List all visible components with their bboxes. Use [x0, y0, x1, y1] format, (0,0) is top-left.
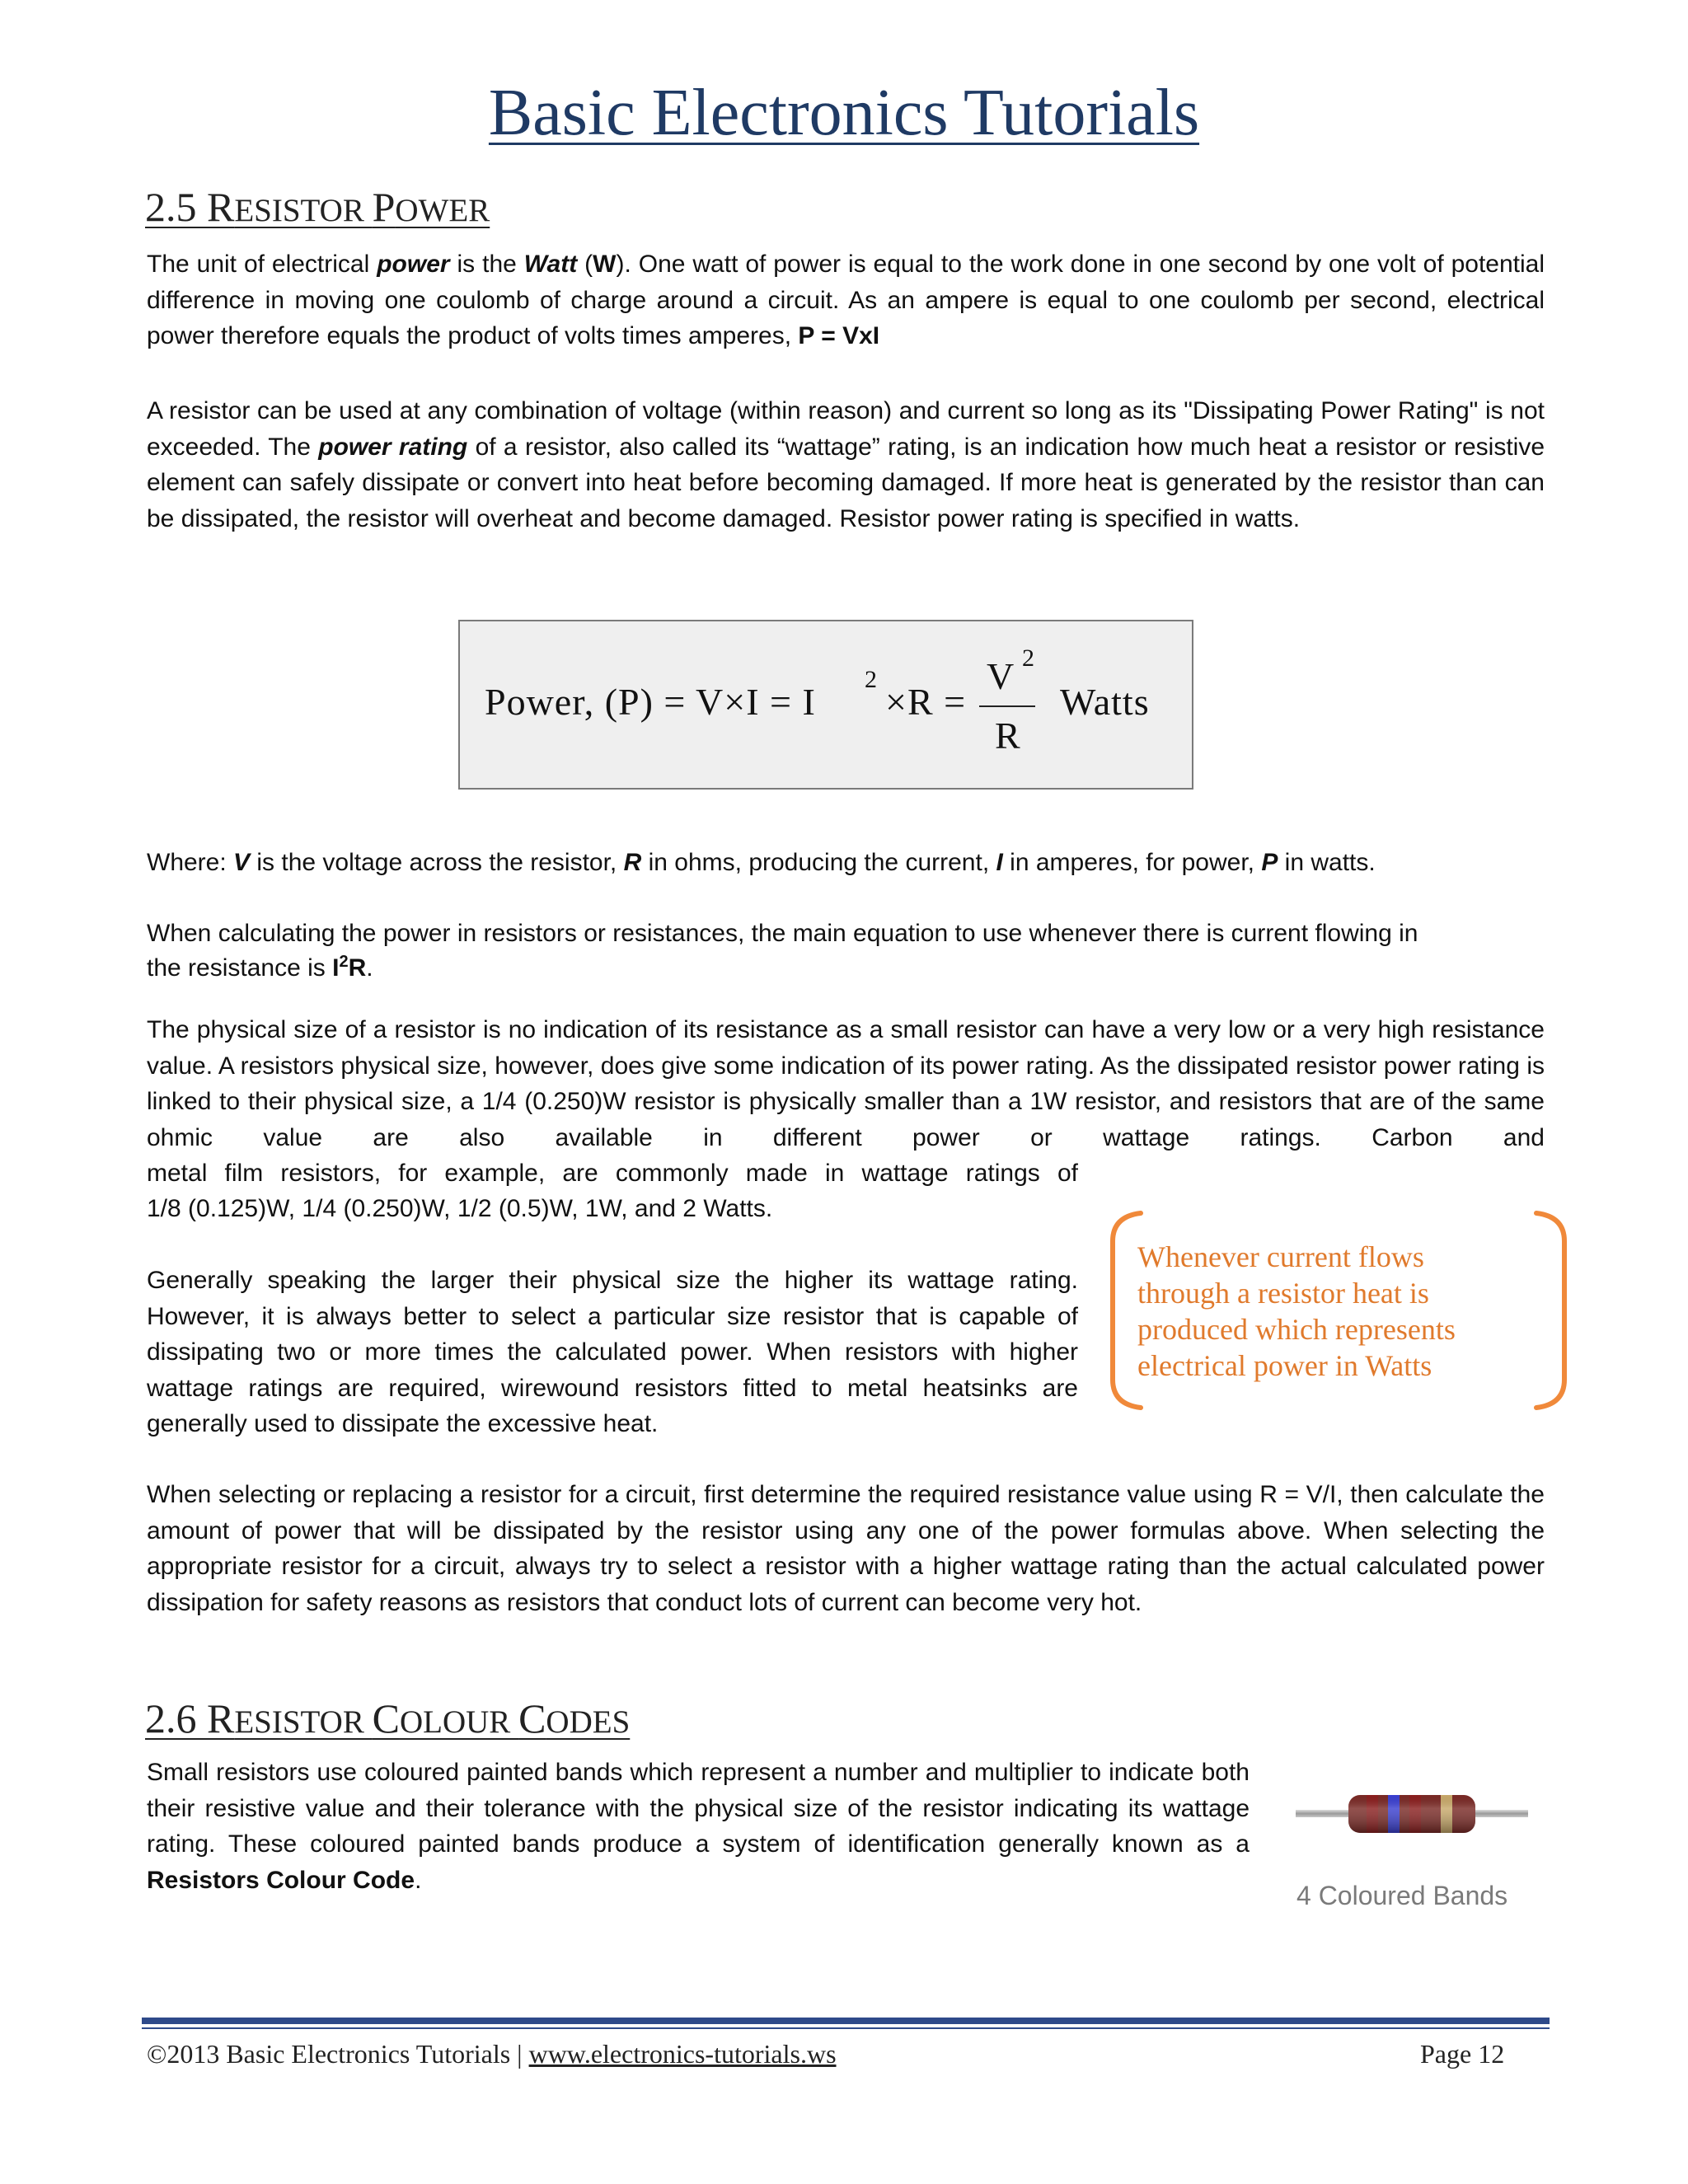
paragraph-colour-code	[147, 1755, 1250, 1898]
pullquote-text: Whenever current flows through a resistor heat is produced which represents electrical power in Watts	[1137, 1240, 1456, 1382]
bold-italic-term: V	[233, 849, 251, 876]
section-heading-resistor-power: 2.5 RESISTOR POWER	[145, 184, 490, 230]
bold-italic-term: R	[623, 849, 642, 876]
formula-denominator: R	[995, 715, 1021, 757]
heading-segment: R	[207, 1695, 235, 1741]
bold-italic-term: I	[996, 849, 1003, 876]
bold-italic-term: power rating	[318, 433, 468, 461]
text-run: .	[366, 954, 373, 982]
heading-segment: ESISTOR	[234, 1704, 373, 1740]
text-run: .	[415, 1866, 422, 1894]
paragraph-physical-size: The physical size of a resistor is no indication of its resistance as a small resistor can have a very low or a very high resistance value. A resistors physical size, however, does give some indication of its power rating. As the dissipated resistor power rating is linked to their physical size, a 1/4 (0.250)W resistor is physically smaller than a 1W resistor, and resistors that are of the same ohmic value are also available in different power or wattage ratings. Carbon and	[147, 1016, 1545, 1151]
paragraph-i2r-line2	[147, 944, 373, 987]
bold-term: Resistors Colour Code	[147, 1866, 415, 1894]
paragraph-physical-size-line5: metal film resistors, for example, are commonly made in wattage ratings of	[147, 1160, 1078, 1187]
footer-left	[147, 2039, 837, 2069]
heading-segment: C	[372, 1695, 400, 1741]
footer-separator: |	[517, 2039, 523, 2069]
heading-segment: P	[372, 184, 396, 230]
text-run: of a resistor, also called its “wattage” rating, is an indication how much heat a resistor or resistive element can safely dissipate or convert into heat before becoming damaged. If more heat is generated by the resistor than can be dissipated, the resistor will overheat and become damaged. Resistor power rating is specified in watts.	[147, 433, 1545, 532]
paragraph-where	[147, 845, 1376, 881]
bold-term: P = VxI	[798, 322, 880, 349]
formula-superscript-i: 2	[865, 666, 877, 693]
paragraph-physical-size-line6: 1/8 (0.125)W, 1/4 (0.250)W, 1/2 (0.5)W, 1W, and 2 Watts.	[147, 1195, 773, 1222]
paragraph-power-rating	[147, 393, 1545, 537]
text-run: in ohms, producing the current,	[641, 849, 996, 876]
text-run: (	[577, 251, 593, 278]
heading-segment: OWER	[395, 193, 490, 228]
text-run: is the voltage across the resistor,	[250, 849, 624, 876]
footer-website-link[interactable]: www.electronics-tutorials.ws	[528, 2039, 837, 2069]
bold-italic-term: Watt	[523, 251, 578, 278]
section-heading-resistor-colour-codes: 2.6 RESISTOR COLOUR CODES	[145, 1695, 631, 1741]
footer-rule-thin	[142, 2027, 1550, 2029]
formula-lhs: Power, (P) = V×I = I	[485, 681, 816, 723]
bold-italic-term: P	[1261, 849, 1278, 876]
bold-term: I	[332, 954, 340, 982]
bold-italic-term: power	[377, 251, 450, 278]
pullquote-right-bracket	[1526, 1208, 1573, 1413]
formula-superscript-v: 2	[1022, 644, 1034, 672]
footer-page-number: Page 12	[1420, 2039, 1505, 2069]
heading-segment: ESISTOR	[234, 193, 373, 228]
heading-segment: ODES	[546, 1704, 631, 1740]
paragraph-wattage-rating: Generally speaking the larger their physical size the higher its wattage rating. However, it is always better to select a particular size resistor that is capable of dissipating two or more times the calculated power. When resistors with higher wattage ratings are required, wirewound resistors fitted to metal heatsinks are generally used to dissipate the excessive heat.	[147, 1267, 1078, 1437]
resistor-image	[1296, 1787, 1528, 1844]
formula-numerator: V	[987, 655, 1015, 697]
resistor-image-caption: 4 Coloured Bands	[1296, 1881, 1508, 1910]
formula-unit: Watts	[1060, 681, 1150, 723]
text-run: Where:	[147, 849, 234, 876]
paragraph-i2r-line1: When calculating the power in resistors or resistances, the main equation to use whenever there is current flowing in	[147, 920, 1418, 947]
text-run: Small resistors use coloured painted bands which represent a number and multiplier to indicate both their resistive value and their tolerance with the physical size of the resistor indicating its wattage rating. These coloured painted bands produce a system of identification generally known as a	[147, 1759, 1250, 1858]
text-run: ). One watt of power is equal to the work done in one second by one volt of potential difference in moving one coulomb of charge around a circuit. As an ampere is equal to one coulomb per second, electrical power therefore equals the product of volts times amperes,	[147, 251, 1545, 349]
superscript: 2	[339, 953, 349, 971]
text-run: the resistance is	[147, 954, 333, 982]
heading-segment: R	[207, 184, 235, 230]
text-run: is the	[449, 251, 524, 278]
footer-copyright: ©2013 Basic Electronics Tutorials	[147, 2039, 511, 2069]
heading-segment: C	[518, 1695, 546, 1741]
heading-segment: OLOUR	[399, 1704, 519, 1740]
text-run: A resistor can be used at any combination of voltage (within reason) and current so long as its "Dissipating Power Rating" is not exceeded. The	[147, 397, 1545, 461]
bold-term: R	[348, 954, 367, 982]
paragraph-selecting-resistor: When selecting or replacing a resistor for a circuit, first determine the required resistance value using R = V/I, then calculate the amount of power that will be dissipated by the resistor using any one of the power formulas above. When selecting the appropriate resistor for a circuit, always try to select a resistor with a higher wattage rating than the actual calculated power dissipation for safety reasons as resistors that conduct lots of current can become very hot.	[147, 1481, 1545, 1616]
bold-term: W	[593, 251, 617, 278]
footer-rule	[142, 2018, 1550, 2024]
formula-fraction-bar	[979, 705, 1035, 707]
document-title: Basic Electronics Tutorials	[488, 77, 1200, 149]
paragraph-power-unit	[147, 246, 1545, 354]
text-run: The unit of electrical	[147, 251, 377, 278]
formula-middle: ×R =	[885, 681, 967, 723]
text-run: in amperes, for power,	[1002, 849, 1262, 876]
text-run: in watts.	[1278, 849, 1376, 876]
